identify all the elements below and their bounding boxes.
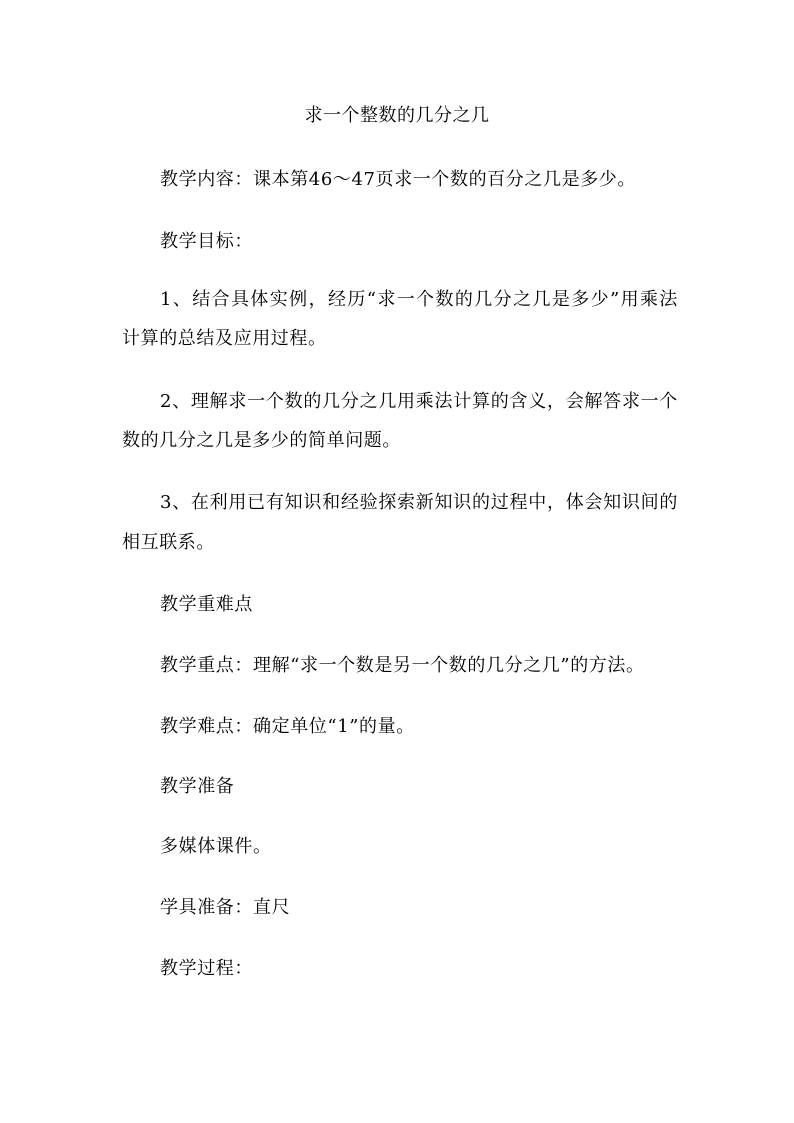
document-title: 求一个整数的几分之几 [304, 105, 490, 126]
objective-3-line-2: 相互联系。 [122, 532, 215, 553]
teaching-content-line: 教学内容：课本第46～47页求一个数的百分之几是多少。 [160, 169, 637, 190]
key-difficult-heading: 教学重难点 [160, 594, 253, 615]
teaching-objectives-heading: 教学目标： [160, 231, 253, 252]
preparation-heading: 教学准备 [160, 776, 235, 797]
objective-3-line-1: 3、在利用已有知识和经验探索新知识的过程中，体会知识间的 [160, 492, 678, 513]
objective-1-line-1: 1、结合具体实例，经历“求一个数的几分之几是多少”用乘法 [160, 289, 678, 310]
objective-2-line-1: 2、理解求一个数的几分之几用乘法计算的含义，会解答求一个 [160, 391, 678, 412]
multimedia-line: 多媒体课件。 [160, 836, 272, 857]
objective-1-line-2: 计算的总结及应用过程。 [122, 328, 327, 349]
difficult-point-line: 教学难点：确定单位“1”的量。 [160, 716, 415, 737]
objective-2-line-2: 数的几分之几是多少的简单问题。 [122, 430, 401, 451]
student-tools-line: 学具准备：直尺 [160, 897, 291, 918]
key-point-line: 教学重点：理解“求一个数是另一个数的几分之几”的方法。 [160, 655, 645, 676]
teaching-process-heading: 教学过程： [160, 958, 253, 979]
